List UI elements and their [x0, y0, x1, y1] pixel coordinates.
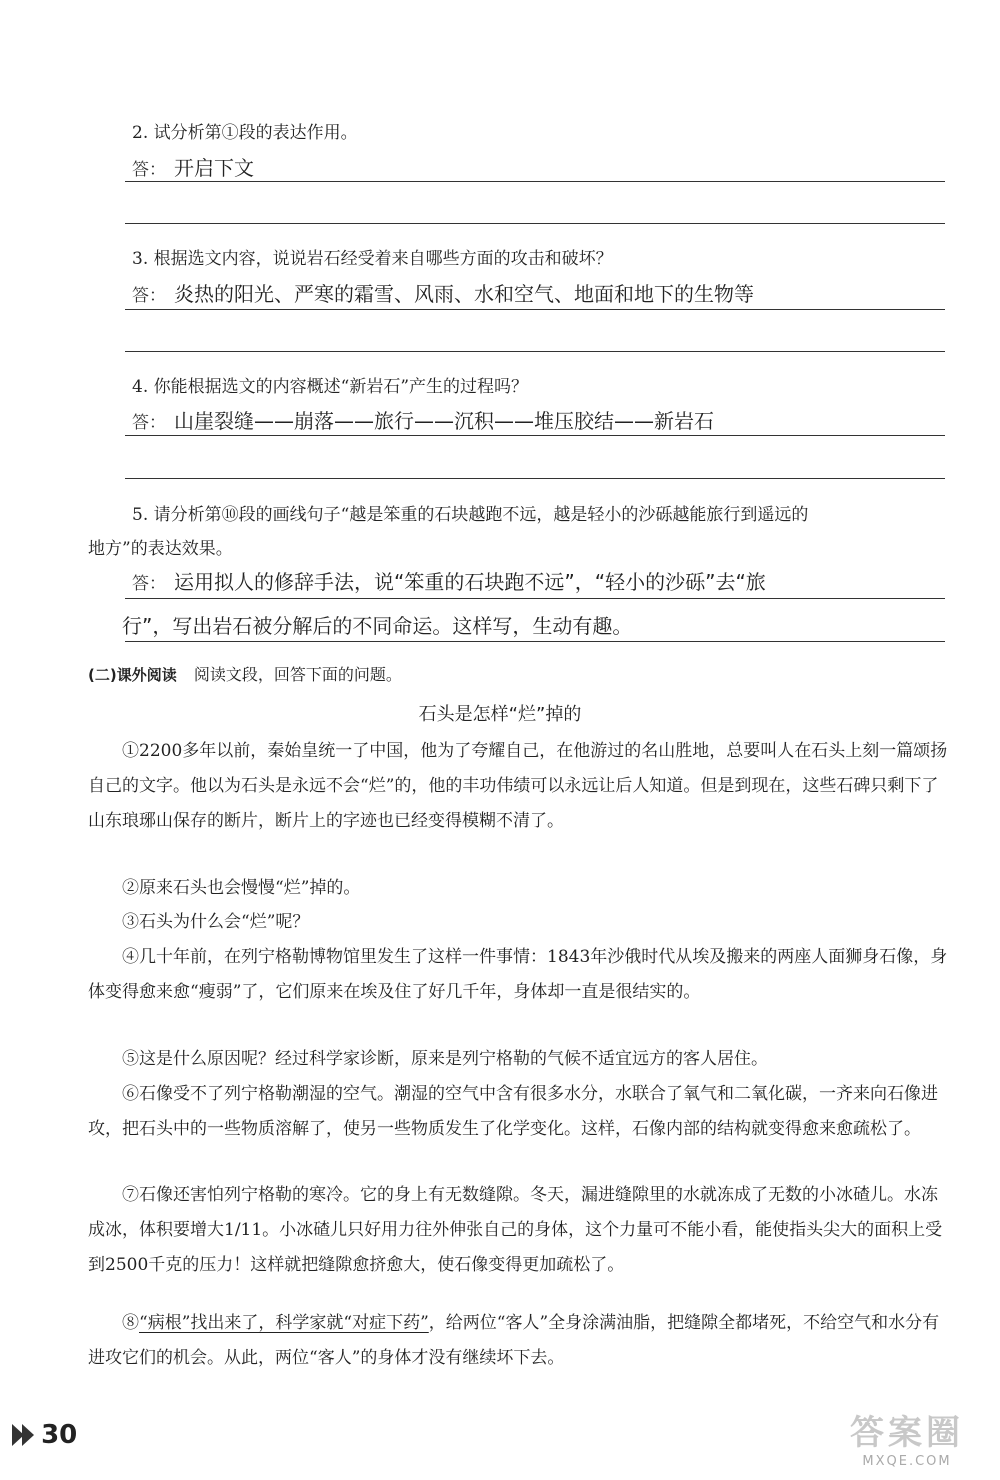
- answer-text: 炎热的阳光、严寒的霜雪、风雨、水和空气、地面和地下的生物等: [174, 282, 754, 306]
- watermark-top: 答案圈: [850, 1413, 964, 1453]
- paragraph-7: ⑦石像还害怕列宁格勒的寒冷。它的身上有无数缝隙。冬天，漏进缝隙里的水就冻成了无数的小冰碴儿。水冻成冰，体积要增大1/11。小冰碴儿只好用力往外伸张自己的身体，这个力量可不能小看，能使指头尖大的面积上受到2500千克的压力！这样就把缝隙愈挤愈大，使石像变得更加疏松了。: [88, 1185, 943, 1275]
- question-5-prompt-line2: 地方”的表达效果。: [88, 539, 233, 559]
- question-2-answer: [132, 152, 254, 181]
- underlined-sentence: “病根”找出来了，科学家就“对症下药”: [139, 1313, 429, 1333]
- watermark-bottom: MXQE.COM: [862, 1454, 952, 1469]
- answer-line: [125, 223, 945, 224]
- question-4-prompt: 4. 你能根据选文的内容概述“新岩石”产生的过程吗？: [132, 377, 529, 397]
- answer-line: [125, 598, 945, 599]
- paragraph-6: ⑥石像受不了列宁格勒潮湿的空气。潮湿的空气中含有很多水分，水联合了氧气和二氧化碳，一齐来向石像进攻，把石头中的一些物质溶解了，使另一些物质发生了化学变化。这样，石像内部的结构就变得愈来愈疏松了。: [88, 1084, 938, 1139]
- article-title: 石头是怎样“烂”掉的: [418, 704, 582, 725]
- answer-text: 山崖裂缝——崩落——旅行——沉积——堆压胶结——新岩石: [174, 409, 714, 433]
- question-2-prompt: 2. 试分析第①段的表达作用。: [132, 123, 358, 143]
- question-5-answer-line1: [132, 566, 766, 595]
- paragraph-8-number: ⑧: [122, 1313, 139, 1333]
- section-label: (二)课外阅读: [88, 666, 177, 684]
- answer-label: 答：: [132, 574, 166, 594]
- question-5-answer-line2: 行”，写出岩石被分解后的不同命运。这样写，生动有趣。: [122, 614, 633, 638]
- paragraph-1: ①2200多年以前，秦始皇统一了中国，他为了夸耀自己，在他游过的名山胜地，总要叫人在石头上刻一篇颂扬自己的文字。他以为石头是永远不会“烂”的，他的丰功伟绩可以永远让后人知道。但是到现在，这些石碑只剩下了山东琅琊山保存的断片，断片上的字迹也已经变得模糊不清了。: [88, 741, 948, 831]
- paragraph-2: ②原来石头也会慢慢“烂”掉的。: [122, 878, 361, 898]
- answer-line: [125, 641, 945, 642]
- answer-label: 答：: [132, 160, 166, 180]
- question-3-prompt: 3. 根据选文内容，说说岩石经受着来自哪些方面的攻击和破坏？: [132, 249, 613, 269]
- answer-label: 答：: [132, 286, 166, 306]
- watermark-logo: [822, 1405, 992, 1475]
- answer-text: 运用拟人的修辞手法，说“笨重的石块跑不远”，“轻小的沙砾”去“旅: [174, 570, 766, 594]
- section-header: [88, 662, 402, 685]
- question-3-answer: [132, 278, 754, 307]
- paragraph-3: ③石头为什么会“烂”呢？: [122, 912, 310, 932]
- question-5-prompt-line1: 5. 请分析第⑩段的画线句子“越是笨重的石块越跑不远，越是轻小的沙砾越能旅行到遥远的: [132, 505, 809, 525]
- answer-label: 答：: [132, 413, 166, 433]
- answer-line: [125, 181, 945, 182]
- section-instruction: 阅读文段，回答下面的问题。: [193, 665, 402, 684]
- answer-line: [125, 309, 945, 310]
- paragraph-8-rest: ，给两位“客人”全身涂满油脂，把缝隙全都堵死，不给空气和水分有进攻它们的机会。从此，两位“客人”的身体才没有继续坏下去。: [88, 1313, 940, 1368]
- answer-line: [125, 478, 945, 479]
- paragraph-5: ⑤这是什么原因呢？经过科学家诊断，原来是列宁格勒的气候不适宜远方的客人居住。: [122, 1049, 768, 1069]
- question-4-answer: [132, 405, 714, 434]
- page-footer: [12, 1420, 77, 1450]
- page-number: 30: [41, 1420, 78, 1450]
- answer-text: 开启下文: [174, 156, 254, 180]
- arrow-icon: [22, 1424, 34, 1446]
- answer-line: [125, 435, 945, 436]
- paragraph-8: [88, 1306, 950, 1376]
- answer-line: [125, 351, 945, 352]
- paragraph-4: ④几十年前，在列宁格勒博物馆里发生了这样一件事情：1843年沙俄时代从埃及搬来的两座人面狮身石像，身体变得愈来愈“瘦弱”了，它们原来在埃及住了好几千年，身体却一直是很结实的。: [88, 947, 948, 1002]
